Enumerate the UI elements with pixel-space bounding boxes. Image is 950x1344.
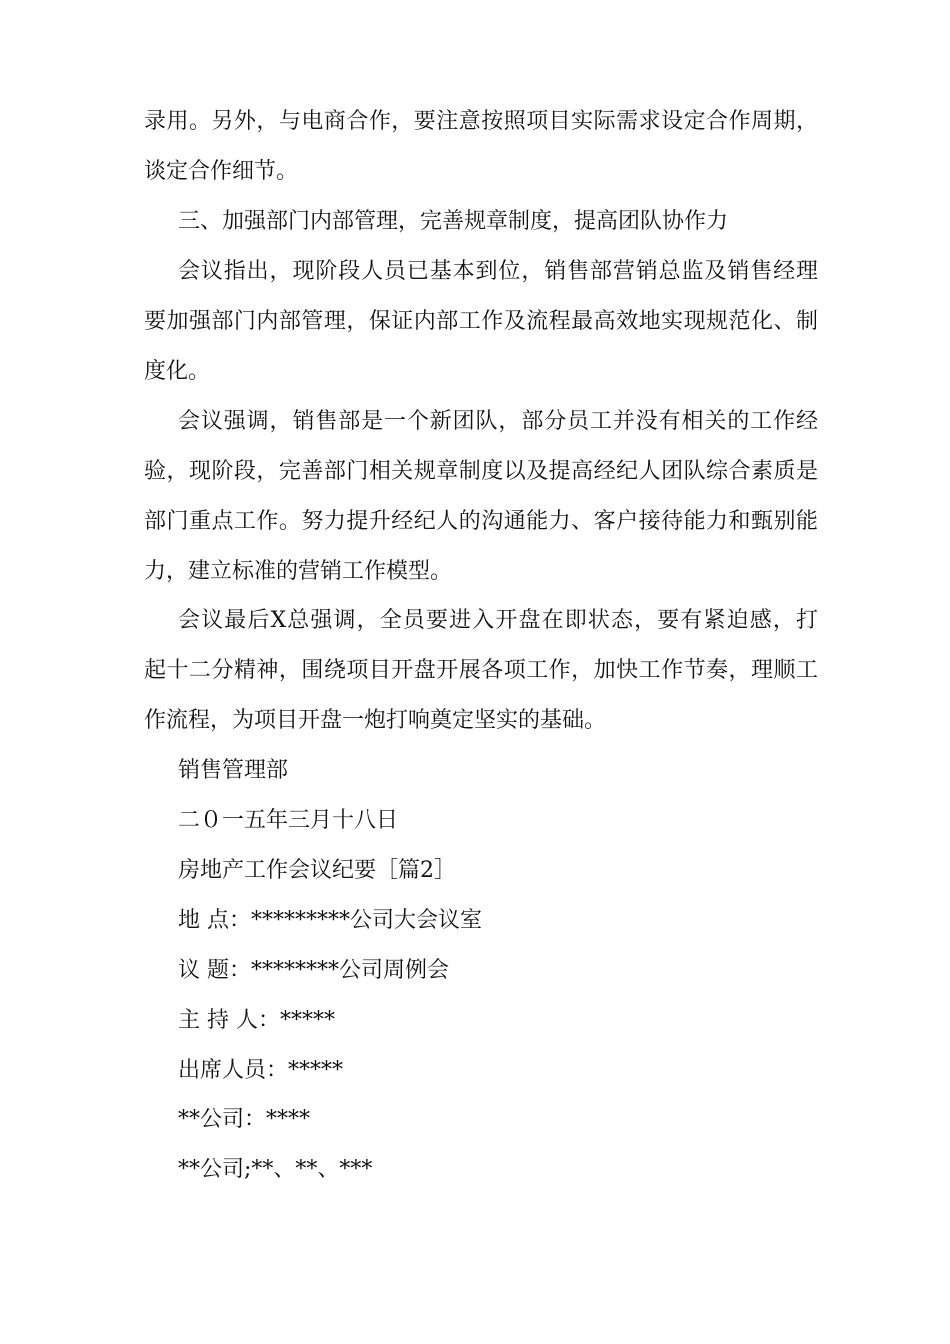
paragraph-line: 会议最后X总强调，全员要进入开盘在即状态，要有紧迫感，打 — [178, 608, 818, 633]
section-heading: 三、加强部门内部管理，完善规章制度，提高团队协作力 — [178, 209, 729, 234]
signature-department: 销售管理部 — [178, 758, 289, 783]
paragraph-line: 起十二分精神，围绕项目开盘开展各项工作，加快工作节奏，理顺工 — [144, 658, 818, 683]
attendee-company: **公司;**、**、*** — [178, 1157, 373, 1182]
paragraph-line: 会议强调，销售部是一个新团队，部分员工并没有相关的工作经 — [178, 409, 818, 434]
attendee-company: **公司：**** — [178, 1107, 311, 1132]
meeting-topic: 议 题：********公司周例会 — [178, 958, 449, 983]
paragraph-line: 部门重点工作。努力提升经纪人的沟通能力、客户接待能力和甄别能 — [144, 509, 818, 534]
meeting-host: 主 持 人：***** — [178, 1008, 335, 1033]
paragraph-line: 作流程，为项目开盘一炮打响奠定坚实的基础。 — [144, 708, 607, 733]
paragraph-line: 谈定合作细节。 — [144, 159, 299, 184]
meeting-attendees: 出席人员：***** — [178, 1058, 344, 1083]
article-title: 房地产工作会议纪要［篇2］ — [178, 858, 456, 883]
paragraph-line: 要加强部门内部管理，保证内部工作及流程最高效地实现规范化、制 — [144, 309, 818, 334]
paragraph-line: 验，现阶段，完善部门相关规章制度以及提高经纪人团队综合素质是 — [144, 459, 818, 484]
signature-date: 二０一五年三月十八日 — [178, 808, 399, 833]
paragraph-line: 力，建立标准的营销工作模型。 — [144, 559, 453, 584]
paragraph-line: 会议指出，现阶段人员已基本到位，销售部营销总监及销售经理 — [178, 259, 818, 284]
paragraph-line: 录用。另外，与电商合作，要注意按照项目实际需求设定合作周期， — [144, 109, 818, 134]
paragraph-line: 度化。 — [144, 359, 211, 384]
meeting-location: 地 点：*********公司大会议室 — [178, 908, 482, 933]
